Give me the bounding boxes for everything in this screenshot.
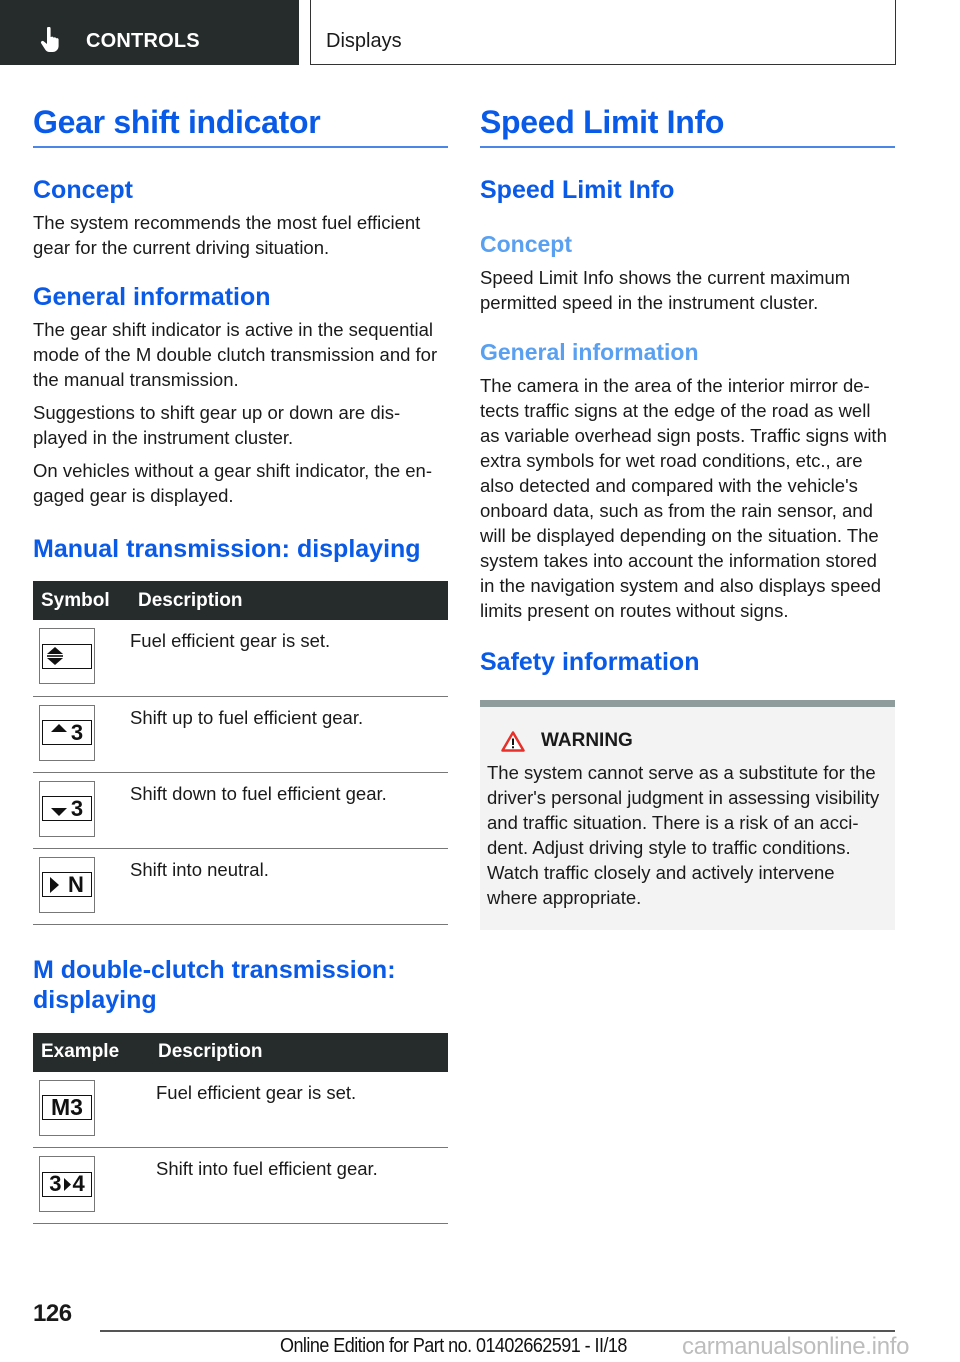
heading-general-information: General information — [33, 283, 271, 311]
heading-concept: Concept — [480, 231, 572, 257]
warning-triangle-icon — [501, 731, 525, 752]
right-column — [480, 100, 895, 930]
right-arrow-icon — [50, 877, 59, 893]
dct-transmission-table — [33, 1033, 448, 1225]
table-row — [33, 1072, 448, 1148]
section-title-speed-limit-info: Speed Limit Info — [480, 100, 895, 148]
right-arrow-icon — [64, 1178, 71, 1191]
heading-speed-limit-info: Speed Limit Info — [480, 176, 675, 204]
page-number: 126 — [33, 1300, 72, 1327]
shift-down-symbol: 3 — [39, 781, 95, 837]
up-arrow-icon — [51, 724, 67, 733]
left-column — [33, 100, 448, 1224]
column-header-example: Example — [33, 1033, 148, 1072]
concept-text: Speed Limit Info shows the current maximum permitted speed in the instrument cluster. — [480, 267, 851, 313]
row-description: Shift down to fuel efficient gear. — [130, 772, 448, 848]
edition-text: Online Edition for Part no. 01402662591 - II/18 — [280, 1335, 627, 1357]
general-paragraph-3: On vehicles without a gear shift indicator, the engaged gear is displayed. — [33, 460, 433, 506]
chapter-label: Displays — [326, 30, 402, 52]
table-row — [33, 696, 448, 772]
chapter-tab-displays[interactable] — [310, 0, 896, 65]
table-row — [33, 772, 448, 848]
shift-up-symbol: 3 — [39, 705, 95, 761]
concept-text: The system recommends the most fuel efficient gear for the current driving situation. — [33, 212, 421, 258]
table-row — [33, 1148, 448, 1224]
column-header-description: Description — [148, 1033, 448, 1072]
section-tab-controls[interactable] — [0, 0, 299, 65]
hand-pointer-icon — [40, 27, 64, 53]
section-label: CONTROLS — [86, 30, 200, 52]
up-down-arrows-icon — [47, 647, 63, 665]
heading-dct-transmission: M double-clutch transmission: displaying — [33, 955, 396, 1014]
down-arrow-icon — [51, 808, 67, 817]
manual-transmission-table — [33, 581, 448, 925]
section-title-gear-shift-indicator: Gear shift indicator — [33, 100, 448, 148]
row-description: Shift into fuel efficient gear. — [148, 1148, 448, 1224]
shift-3-to-4-symbol: 3 4 — [39, 1156, 95, 1212]
column-header-symbol: Symbol — [33, 581, 130, 620]
row-description: Shift up to fuel efficient gear. — [130, 696, 448, 772]
general-paragraph-2: Suggestions to shift gear up or down are displayed in the instrument cluster. — [33, 402, 401, 448]
shift-neutral-symbol: N — [39, 857, 95, 913]
gear-set-symbol — [39, 628, 95, 684]
table-row — [33, 848, 448, 924]
warning-text: The system cannot serve as a substitute for the driver's personal judgment in assessing visibility and traffic situation. There is a risk of an accident. Adjust driving style to traffic conditions. Watch traffic closely and actively intervene where appropriate. — [487, 762, 880, 908]
table-row — [33, 620, 448, 696]
heading-general-information: General information — [480, 339, 699, 365]
footer-divider — [100, 1330, 895, 1332]
row-description: Shift into neutral. — [130, 848, 448, 924]
heading-concept: Concept — [33, 176, 133, 204]
warning-label: WARNING — [541, 730, 633, 751]
warning-box — [480, 700, 895, 930]
m3-symbol: M3 — [39, 1080, 95, 1136]
row-description: Fuel efficient gear is set. — [130, 620, 448, 696]
watermark: carmanualsonline.info — [682, 1333, 910, 1360]
row-description: Fuel efficient gear is set. — [148, 1072, 448, 1148]
general-text: The camera in the area of the interior mirror detects traffic signs at the edge of the road as well as variable overhead sign posts. Traffic signs with extra symbols for wet road conditions, etc., are also detected and compared with the vehicle's onboard data, such as from the rain sensor, and will be displayed depending on the situation. The system takes into account the information stored in the navigation system and also displays speed limits present on routes without signs. — [480, 375, 887, 621]
heading-safety-information: Safety information — [480, 648, 700, 676]
heading-manual-transmission: Manual transmission: displaying — [33, 535, 421, 563]
column-header-description: Description — [130, 581, 448, 620]
general-paragraph-1: The gear shift indicator is active in the sequential mode of the M double clutch transmission and for the manual transmission. — [33, 319, 438, 390]
